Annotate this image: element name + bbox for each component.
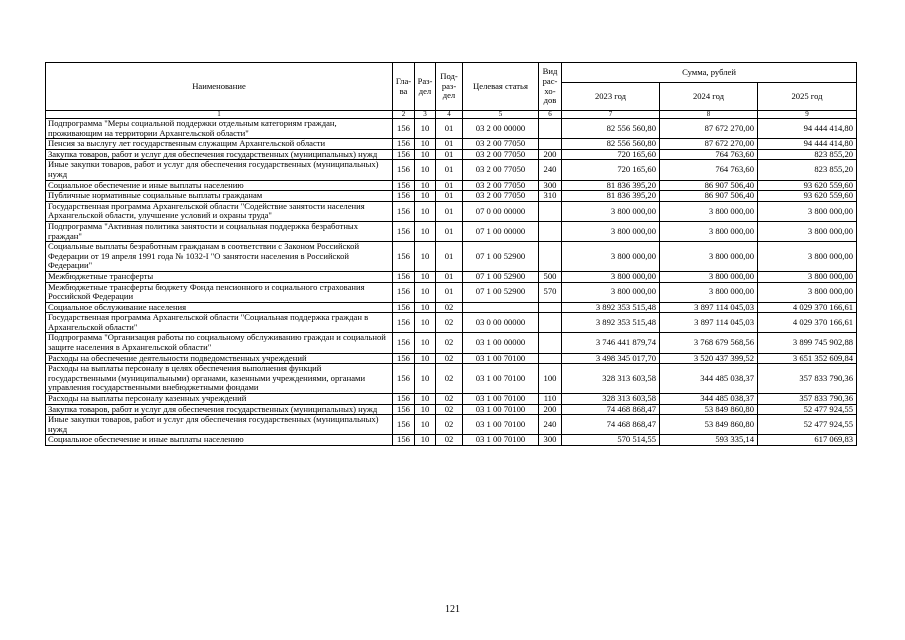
row-name: Подпрограмма "Меры социальной поддержки отдельным категориям граждан, проживающим на территории Архангельской области" [46,119,393,139]
row-name: Межбюджетные трансферты бюджету Фонда пенсионного и социального страхования Российской Федерации [46,282,393,302]
table-row [46,139,857,150]
row-sum-2025: 3 800 000,00 [758,282,857,302]
row-name: Подпрограмма "Организация работы по социальному обслуживанию граждан и социальной защите населения в Архангельской области" [46,333,393,353]
row-sum-2024: 3 520 437 399,52 [660,353,758,364]
row-razdel: 10 [415,353,436,364]
row-celevaya: 03 1 00 00000 [463,333,539,353]
column-number: 2 [393,111,415,119]
row-razdel: 10 [415,333,436,353]
row-glava: 156 [393,201,415,221]
table-row [46,282,857,302]
row-razdel: 10 [415,160,436,180]
header-vid: Вид рас-хо-дов [539,63,562,111]
row-vid: 310 [539,191,562,202]
row-celevaya: 07 1 00 52900 [463,242,539,272]
header-razdel: Раз-дел [415,63,436,111]
row-sum-2024: 86 907 506,40 [660,191,758,202]
row-sum-2025: 52 477 924,55 [758,404,857,415]
row-podrazdel: 01 [436,271,463,282]
column-number: 1 [46,111,393,119]
row-glava: 156 [393,333,415,353]
column-number: 9 [758,111,857,119]
row-glava: 156 [393,191,415,202]
row-sum-2025: 3 800 000,00 [758,201,857,221]
row-sum-2023: 3 800 000,00 [562,282,660,302]
table-row [46,149,857,160]
row-sum-2023: 82 556 560,80 [562,119,660,139]
row-glava: 156 [393,435,415,446]
table-row [46,313,857,333]
row-celevaya: 03 1 00 70100 [463,394,539,405]
row-razdel: 10 [415,271,436,282]
table-row [46,221,857,241]
row-vid: 240 [539,415,562,435]
row-razdel: 10 [415,302,436,313]
column-number: 6 [539,111,562,119]
row-podrazdel: 02 [436,333,463,353]
column-number: 8 [660,111,758,119]
row-razdel: 10 [415,201,436,221]
row-podrazdel: 01 [436,180,463,191]
row-sum-2025: 52 477 924,55 [758,415,857,435]
row-razdel: 10 [415,180,436,191]
row-name: Пенсия за выслугу лет государственным служащим Архангельской области [46,139,393,150]
row-sum-2025: 94 444 414,80 [758,119,857,139]
row-vid [539,353,562,364]
row-sum-2023: 81 836 395,20 [562,180,660,191]
row-sum-2025: 3 800 000,00 [758,221,857,241]
row-sum-2025: 94 444 414,80 [758,139,857,150]
row-sum-2023: 3 800 000,00 [562,221,660,241]
table-row [46,242,857,272]
table-row [46,333,857,353]
header-summa: Сумма, рублей [562,63,857,83]
row-sum-2023: 720 165,60 [562,160,660,180]
row-sum-2023: 3 892 353 515,48 [562,302,660,313]
row-sum-2025: 3 651 352 609,84 [758,353,857,364]
table-row [46,394,857,405]
row-celevaya: 03 0 00 00000 [463,313,539,333]
row-vid [539,333,562,353]
row-name: Социальное обеспечение и иные выплаты населению [46,180,393,191]
header-name: Наименование [46,63,393,111]
row-celevaya: 03 1 00 70100 [463,364,539,394]
row-sum-2023: 81 836 395,20 [562,191,660,202]
row-name: Межбюджетные трансферты [46,271,393,282]
row-glava: 156 [393,282,415,302]
row-sum-2024: 53 849 860,80 [660,404,758,415]
row-sum-2023: 570 514,55 [562,435,660,446]
budget-table [45,62,857,446]
row-sum-2024: 764 763,60 [660,149,758,160]
row-sum-2024: 3 800 000,00 [660,201,758,221]
header-year-2024: 2024 год [660,83,758,111]
row-sum-2024: 344 485 038,37 [660,394,758,405]
table-row [46,364,857,394]
table-row [46,180,857,191]
row-vid [539,201,562,221]
row-podrazdel: 02 [436,394,463,405]
row-razdel: 10 [415,415,436,435]
row-podrazdel: 02 [436,435,463,446]
header-celevaya: Целевая статья [463,63,539,111]
row-sum-2025: 3 800 000,00 [758,271,857,282]
row-glava: 156 [393,353,415,364]
row-name: Государственная программа Архангельской области "Социальная поддержка граждан в Архангельской области" [46,313,393,333]
row-vid: 100 [539,364,562,394]
row-sum-2024: 764 763,60 [660,160,758,180]
row-celevaya: 07 0 00 00000 [463,201,539,221]
row-sum-2023: 3 800 000,00 [562,242,660,272]
table-body [46,119,857,446]
column-number: 3 [415,111,436,119]
row-celevaya: 07 1 00 52900 [463,282,539,302]
row-glava: 156 [393,302,415,313]
row-sum-2024: 86 907 506,40 [660,180,758,191]
table-row [46,201,857,221]
row-razdel: 10 [415,119,436,139]
row-razdel: 10 [415,282,436,302]
row-sum-2023: 3 746 441 879,74 [562,333,660,353]
row-sum-2024: 593 335,14 [660,435,758,446]
row-vid: 240 [539,160,562,180]
row-sum-2025: 93 620 559,60 [758,180,857,191]
row-celevaya: 03 2 00 77050 [463,160,539,180]
row-sum-2023: 720 165,60 [562,149,660,160]
row-vid: 500 [539,271,562,282]
header-year-2023: 2023 год [562,83,660,111]
table-row [46,353,857,364]
row-celevaya [463,302,539,313]
row-podrazdel: 02 [436,353,463,364]
row-name: Публичные нормативные социальные выплаты гражданам [46,191,393,202]
table-row [46,271,857,282]
row-sum-2023: 3 892 353 515,48 [562,313,660,333]
row-podrazdel: 02 [436,415,463,435]
row-sum-2024: 3 800 000,00 [660,242,758,272]
row-glava: 156 [393,271,415,282]
row-podrazdel: 01 [436,282,463,302]
row-glava: 156 [393,149,415,160]
row-vid: 300 [539,435,562,446]
row-celevaya: 03 1 00 70100 [463,415,539,435]
row-name: Расходы на выплаты персоналу в целях обеспечения выполнения функций государственными (муниципальными) органами, казенными учреждениями, органами управления государственными внебюджетными фондами [46,364,393,394]
table-row [46,415,857,435]
table-row [46,404,857,415]
row-glava: 156 [393,364,415,394]
row-vid: 110 [539,394,562,405]
row-glava: 156 [393,242,415,272]
row-razdel: 10 [415,435,436,446]
row-sum-2025: 823 855,20 [758,149,857,160]
row-podrazdel: 02 [436,302,463,313]
row-sum-2023: 328 313 603,58 [562,394,660,405]
row-sum-2024: 3 897 114 045,03 [660,313,758,333]
table-row [46,302,857,313]
row-sum-2025: 357 833 790,36 [758,364,857,394]
row-glava: 156 [393,404,415,415]
row-name: Расходы на выплаты персоналу казенных учреждений [46,394,393,405]
row-podrazdel: 02 [436,364,463,394]
row-name: Государственная программа Архангельской области "Содействие занятости населения Архангельской области, улучшение условий и охраны труда" [46,201,393,221]
row-sum-2025: 93 620 559,60 [758,191,857,202]
row-sum-2025: 3 800 000,00 [758,242,857,272]
row-sum-2024: 344 485 038,37 [660,364,758,394]
row-vid [539,139,562,150]
row-celevaya: 03 1 00 70100 [463,353,539,364]
row-sum-2023: 3 800 000,00 [562,201,660,221]
row-razdel: 10 [415,149,436,160]
row-podrazdel: 01 [436,191,463,202]
row-sum-2023: 82 556 560,80 [562,139,660,150]
row-podrazdel: 01 [436,139,463,150]
header-podrazdel: Под-раз-дел [436,63,463,111]
row-sum-2025: 823 855,20 [758,160,857,180]
row-celevaya: 03 1 00 70100 [463,404,539,415]
column-number: 7 [562,111,660,119]
row-name: Закупка товаров, работ и услуг для обеспечения государственных (муниципальных) нужд [46,404,393,415]
row-razdel: 10 [415,394,436,405]
row-glava: 156 [393,313,415,333]
row-glava: 156 [393,394,415,405]
row-celevaya: 03 2 00 77050 [463,149,539,160]
row-razdel: 10 [415,242,436,272]
row-podrazdel: 01 [436,149,463,160]
row-podrazdel: 01 [436,221,463,241]
row-vid [539,302,562,313]
table-row [46,435,857,446]
table-row [46,191,857,202]
page-number: 121 [445,604,460,615]
row-glava: 156 [393,180,415,191]
row-vid [539,313,562,333]
row-glava: 156 [393,221,415,241]
row-name: Расходы на обеспечение деятельности подведомственных учреждений [46,353,393,364]
row-razdel: 10 [415,221,436,241]
row-sum-2024: 3 800 000,00 [660,271,758,282]
row-podrazdel: 02 [436,313,463,333]
row-sum-2024: 3 800 000,00 [660,282,758,302]
row-glava: 156 [393,160,415,180]
row-vid: 570 [539,282,562,302]
column-number: 4 [436,111,463,119]
column-number-row [46,111,857,119]
row-razdel: 10 [415,139,436,150]
row-sum-2023: 3 800 000,00 [562,271,660,282]
row-sum-2024: 3 897 114 045,03 [660,302,758,313]
row-celevaya: 07 1 00 00000 [463,221,539,241]
row-podrazdel: 01 [436,201,463,221]
row-sum-2024: 3 800 000,00 [660,221,758,241]
row-sum-2024: 53 849 860,80 [660,415,758,435]
row-name: Подпрограмма "Активная политика занятости и социальная поддержка безработных граждан" [46,221,393,241]
row-podrazdel: 01 [436,242,463,272]
row-name: Закупка товаров, работ и услуг для обеспечения государственных (муниципальных) нужд [46,149,393,160]
row-name: Социальные выплаты безработным гражданам в соответствии с Законом Российской Федерации от 19 апреля 1991 года № 1032-I "О занятости населения в Российской Федерации" [46,242,393,272]
row-podrazdel: 01 [436,119,463,139]
header-glava: Гла-ва [393,63,415,111]
column-number: 5 [463,111,539,119]
row-razdel: 10 [415,191,436,202]
row-sum-2025: 4 029 370 166,61 [758,302,857,313]
table-row [46,119,857,139]
row-podrazdel: 02 [436,404,463,415]
row-razdel: 10 [415,404,436,415]
row-vid [539,221,562,241]
row-name: Социальное обеспечение и иные выплаты населению [46,435,393,446]
row-name: Иные закупки товаров, работ и услуг для обеспечения государственных (муниципальных) нужд [46,160,393,180]
row-razdel: 10 [415,364,436,394]
row-sum-2024: 3 768 679 568,56 [660,333,758,353]
row-celevaya: 03 2 00 00000 [463,119,539,139]
header-row-top [46,63,857,83]
row-glava: 156 [393,119,415,139]
row-vid: 200 [539,404,562,415]
row-vid: 300 [539,180,562,191]
header-year-2025: 2025 год [758,83,857,111]
row-sum-2023: 74 468 868,47 [562,415,660,435]
row-glava: 156 [393,415,415,435]
row-vid [539,119,562,139]
row-sum-2025: 3 899 745 902,88 [758,333,857,353]
row-sum-2025: 4 029 370 166,61 [758,313,857,333]
row-sum-2025: 617 069,83 [758,435,857,446]
row-celevaya: 03 2 00 77050 [463,139,539,150]
row-podrazdel: 01 [436,160,463,180]
row-celevaya: 03 2 00 77050 [463,180,539,191]
row-name: Иные закупки товаров, работ и услуг для обеспечения государственных (муниципальных) нужд [46,415,393,435]
row-vid [539,242,562,272]
row-sum-2023: 328 313 603,58 [562,364,660,394]
row-vid: 200 [539,149,562,160]
row-sum-2023: 3 498 345 017,70 [562,353,660,364]
row-celevaya: 07 1 00 52900 [463,271,539,282]
row-sum-2025: 357 833 790,36 [758,394,857,405]
row-celevaya: 03 1 00 70100 [463,435,539,446]
table-row [46,160,857,180]
row-name: Социальное обслуживание населения [46,302,393,313]
row-sum-2024: 87 672 270,00 [660,119,758,139]
row-celevaya: 03 2 00 77050 [463,191,539,202]
row-glava: 156 [393,139,415,150]
row-sum-2023: 74 468 868,47 [562,404,660,415]
row-sum-2024: 87 672 270,00 [660,139,758,150]
row-razdel: 10 [415,313,436,333]
